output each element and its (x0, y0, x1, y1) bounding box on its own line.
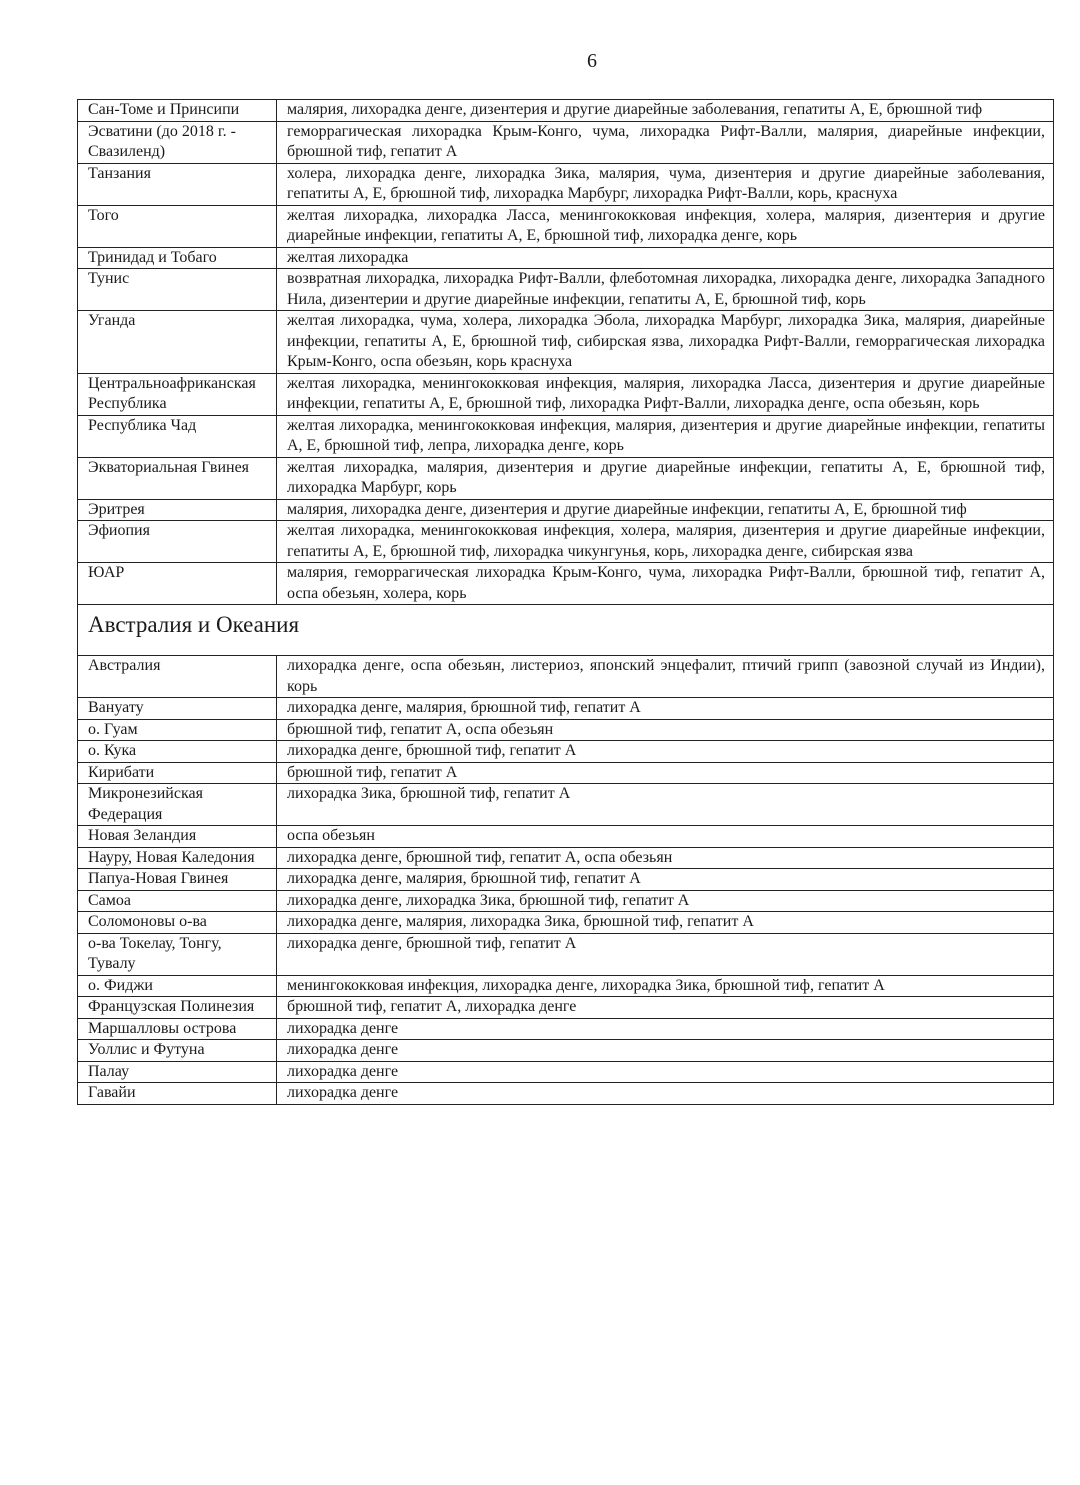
country-cell: Австралия (78, 656, 277, 698)
disease-table (77, 99, 1054, 1105)
table-row (78, 163, 1054, 205)
diseases-cell: желтая лихорадка, менингококковая инфекция, холера, малярия, дизентерия и другие диарейные инфекции, гепатиты А, Е, брюшной тиф, лихорадка чикунгунья, корь, лихорадка денге, сибирская язва (277, 521, 1054, 563)
diseases-cell: лихорадка Зика, брюшной тиф, гепатит А (277, 784, 1054, 826)
country-cell: Республика Чад (78, 415, 277, 457)
country-cell: Соломоновы о-ва (78, 912, 277, 934)
country-cell: о-ва Токелау, Тонгу, Тувалу (78, 933, 277, 975)
table-row (78, 975, 1054, 997)
diseases-cell: менингококковая инфекция, лихорадка денге, лихорадка Зика, брюшной тиф, гепатит А (277, 975, 1054, 997)
table-row (78, 869, 1054, 891)
table-row (78, 1083, 1054, 1105)
table-row (78, 741, 1054, 763)
diseases-cell: лихорадка денге, лихорадка Зика, брюшной тиф, гепатит А (277, 890, 1054, 912)
country-cell: Микронезийская Федерация (78, 784, 277, 826)
table-row (78, 269, 1054, 311)
country-cell: Уганда (78, 311, 277, 374)
table-row (78, 311, 1054, 374)
diseases-cell: холера, лихорадка денге, лихорадка Зика, малярия, чума, дизентерия и другие диарейные заболевания, гепатиты А, Е, брюшной тиф, лихорадка Марбург, лихорадка Рифт-Валли, корь, краснуха (277, 163, 1054, 205)
table-row (78, 826, 1054, 848)
section-header-oceania: Австралия и Океания (78, 605, 1054, 656)
country-cell: Вануату (78, 698, 277, 720)
country-cell: Гавайи (78, 1083, 277, 1105)
country-cell: Центральноафриканская Республика (78, 373, 277, 415)
diseases-cell: лихорадка денге (277, 1040, 1054, 1062)
diseases-cell: геморрагическая лихорадка Крым-Конго, чума, лихорадка Рифт-Валли, малярия, диарейные инфекции, брюшной тиф, гепатит А (277, 121, 1054, 163)
country-cell: Французская Полинезия (78, 997, 277, 1019)
table-row (78, 415, 1054, 457)
diseases-cell: желтая лихорадка, менингококковая инфекция, малярия, лихорадка Ласса, дизентерия и другие диарейные инфекции, гепатиты А, Е, брюшной тиф, лихорадка Рифт-Валли, лихорадка денге, оспа обезьян, корь (277, 373, 1054, 415)
table-row (78, 762, 1054, 784)
country-cell: Тринидад и Тобаго (78, 247, 277, 269)
diseases-cell: лихорадка денге, малярия, брюшной тиф, гепатит А (277, 869, 1054, 891)
country-cell: ЮАР (78, 563, 277, 605)
table-row (78, 499, 1054, 521)
table-row (78, 1061, 1054, 1083)
diseases-cell: лихорадка денге, брюшной тиф, гепатит А, оспа обезьян (277, 847, 1054, 869)
table-row (78, 521, 1054, 563)
diseases-cell: лихорадка денге, малярия, лихорадка Зика, брюшной тиф, гепатит А (277, 912, 1054, 934)
page-number: 6 (587, 50, 597, 72)
country-cell: Кирибати (78, 762, 277, 784)
table-row (78, 656, 1054, 698)
table-row (78, 719, 1054, 741)
table-row (78, 121, 1054, 163)
country-cell: Того (78, 205, 277, 247)
diseases-cell: лихорадка денге, брюшной тиф, гепатит А (277, 933, 1054, 975)
table-row (78, 997, 1054, 1019)
country-cell: Тунис (78, 269, 277, 311)
diseases-cell: брюшной тиф, гепатит А, оспа обезьян (277, 719, 1054, 741)
country-cell: о. Кука (78, 741, 277, 763)
table-row (78, 698, 1054, 720)
table-row (78, 1040, 1054, 1062)
africa-section (78, 100, 1054, 605)
country-cell: Новая Зеландия (78, 826, 277, 848)
oceania-section (78, 605, 1054, 656)
table-row (78, 100, 1054, 122)
country-cell: Сан-Томе и Принсипи (78, 100, 277, 122)
country-cell: Экваториальная Гвинея (78, 457, 277, 499)
country-cell: Палау (78, 1061, 277, 1083)
country-cell: Танзания (78, 163, 277, 205)
country-cell: Папуа-Новая Гвинея (78, 869, 277, 891)
diseases-cell: желтая лихорадка (277, 247, 1054, 269)
diseases-cell: малярия, лихорадка денге, дизентерия и другие диарейные инфекции, гепатиты А, Е, брюшной тиф (277, 499, 1054, 521)
country-cell: Маршалловы острова (78, 1018, 277, 1040)
table-row (78, 1018, 1054, 1040)
country-cell: Эритрея (78, 499, 277, 521)
diseases-cell: лихорадка денге, малярия, брюшной тиф, гепатит А (277, 698, 1054, 720)
diseases-cell: желтая лихорадка, малярия, дизентерия и другие диарейные инфекции, гепатиты А, Е, брюшной тиф, лихорадка Марбург, корь (277, 457, 1054, 499)
diseases-cell: малярия, лихорадка денге, дизентерия и другие диарейные заболевания, гепатиты А, Е, брюшной тиф (277, 100, 1054, 122)
table-row (78, 933, 1054, 975)
country-cell: Эфиопия (78, 521, 277, 563)
table-row (78, 847, 1054, 869)
diseases-cell: лихорадка денге (277, 1083, 1054, 1105)
diseases-cell: лихорадка денге (277, 1018, 1054, 1040)
table-row (78, 563, 1054, 605)
diseases-cell: лихорадка денге, брюшной тиф, гепатит А (277, 741, 1054, 763)
diseases-cell: брюшной тиф, гепатит А, лихорадка денге (277, 997, 1054, 1019)
diseases-cell: возвратная лихорадка, лихорадка Рифт-Валли, флеботомная лихорадка, лихорадка денге, лихорадка Западного Нила, дизентерии и другие диарейные инфекции, гепатиты А, Е, брюшной тиф, корь (277, 269, 1054, 311)
oceania-rows (78, 656, 1054, 1105)
diseases-cell: оспа обезьян (277, 826, 1054, 848)
diseases-cell: малярия, геморрагическая лихорадка Крым-Конго, чума, лихорадка Рифт-Валли, брюшной тиф, гепатит А, оспа обезьян, холера, корь (277, 563, 1054, 605)
table-row (78, 457, 1054, 499)
country-cell: о. Гуам (78, 719, 277, 741)
table-row (78, 912, 1054, 934)
country-cell: Уоллис и Футуна (78, 1040, 277, 1062)
section-header-row (78, 605, 1054, 656)
table-row (78, 784, 1054, 826)
table-row (78, 373, 1054, 415)
diseases-cell: лихорадка денге (277, 1061, 1054, 1083)
diseases-cell: желтая лихорадка, лихорадка Ласса, менингококковая инфекция, холера, малярия, дизентерия и другие диарейные инфекции, гепатиты А, Е, брюшной тиф, лихорадка денге, корь (277, 205, 1054, 247)
country-cell: Эсватини (до 2018 г. - Свазиленд) (78, 121, 277, 163)
table-row (78, 205, 1054, 247)
diseases-cell: желтая лихорадка, менингококковая инфекция, малярия, дизентерия и другие диарейные инфекции, гепатиты А, Е, брюшной тиф, лепра, лихорадка денге, корь (277, 415, 1054, 457)
diseases-cell: брюшной тиф, гепатит А (277, 762, 1054, 784)
diseases-cell: лихорадка денге, оспа обезьян, листериоз, японский энцефалит, птичий грипп (завозной случай из Индии), корь (277, 656, 1054, 698)
table-row (78, 890, 1054, 912)
country-cell: о. Фиджи (78, 975, 277, 997)
country-cell: Самоа (78, 890, 277, 912)
diseases-cell: желтая лихорадка, чума, холера, лихорадка Эбола, лихорадка Марбург, лихорадка Зика, малярия, диарейные инфекции, гепатиты А, Е, брюшной тиф, сибирская язва, лихорадка Рифт-Валли, геморрагическая лихорадка Крым-Конго, оспа обезьян, корь краснуха (277, 311, 1054, 374)
table-row (78, 247, 1054, 269)
country-cell: Науру, Новая Каледония (78, 847, 277, 869)
